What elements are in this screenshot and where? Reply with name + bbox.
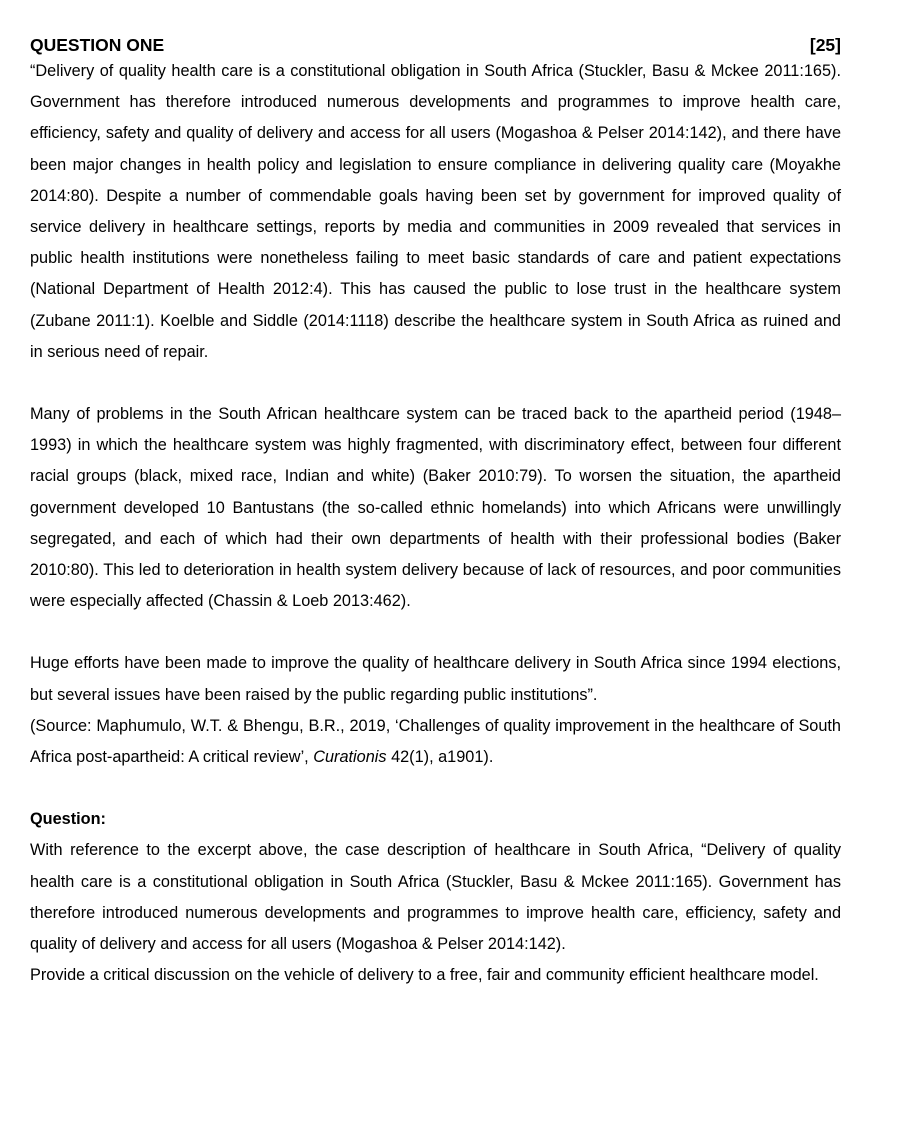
paragraph-spacer [30, 773, 841, 804]
question-label: Question: [30, 810, 106, 829]
excerpt-paragraph-3: Huge efforts have been made to improve the quality of healthcare delivery in South Africa since 1994 elections, but several issues have been raised by the public regarding public institutions”. [30, 654, 841, 704]
paragraph-spacer [30, 617, 841, 648]
question-body: With reference to the excerpt above, the case description of healthcare in South Africa, “Delivery of quality health care is a constitutional obligation in South Africa (Stuckler, Basu & Mckee 2011:165). Government has therefore introduced numerous developments and programmes to improve health care, efficiency, safety and quality of delivery and access for all users (Mogashoa & Pelser 2014:142). [30, 841, 841, 954]
source-journal: Curationis [313, 748, 387, 767]
source-citation-text: (Source: Maphumulo, W.T. & Bhengu, B.R., 2019, ‘Challenges of quality improvement in the healthcare of South Africa post-apartheid: A critical review’, [30, 716, 841, 767]
paragraph-spacer [30, 368, 841, 399]
document-page [30, 34, 841, 991]
source-citation-volume: 42(1), a1901). [386, 748, 494, 767]
excerpt-paragraph-1: “Delivery of quality health care is a constitutional obligation in South Africa (Stuckler, Basu & Mckee 2011:165). Government has therefore introduced numerous developments and programmes to improve health care, efficiency, safety and quality of delivery and access for all users (Mogashoa & Pelser 2014:142), and there have been major changes in health policy and legislation to ensure compliance in delivering quality care (Moyakhe 2014:80). Despite a number of commendable goals having been set by government for improved quality of service delivery in healthcare settings, reports by media and communities in 2009 revealed that services in public health institutions were nonetheless failing to meet basic standards of care and patient expectations (National Department of Health 2012:4). This has caused the public to lose trust in the healthcare system (Zubane 2011:1). Koelble and Siddle (2014:1118) describe the healthcare system in South Africa as ruined and in serious need of repair. [30, 62, 841, 361]
source-citation [30, 711, 841, 773]
question-marks: [25] [809, 35, 841, 55]
question-title: QUESTION ONE [30, 35, 165, 55]
question-task: Provide a critical discussion on the vehicle of delivery to a free, fair and community efficient healthcare model. [30, 966, 819, 985]
excerpt-paragraph-2: Many of problems in the South African healthcare system can be traced back to the apartheid period (1948–1993) in which the healthcare system was highly fragmented, with discriminatory effect, between four different racial groups (black, mixed race, Indian and white) (Baker 2010:79). To worsen the situation, the apartheid government developed 10 Bantustans (the so-called ethnic homelands) into which Africans were unwillingly segregated, and each of which had their own departments of health with their professional bodies (Baker 2010:80). This led to deterioration in health system delivery because of lack of resources, and poor communities were especially affected (Chassin & Loeb 2013:462). [30, 405, 841, 611]
question-header [30, 34, 841, 56]
